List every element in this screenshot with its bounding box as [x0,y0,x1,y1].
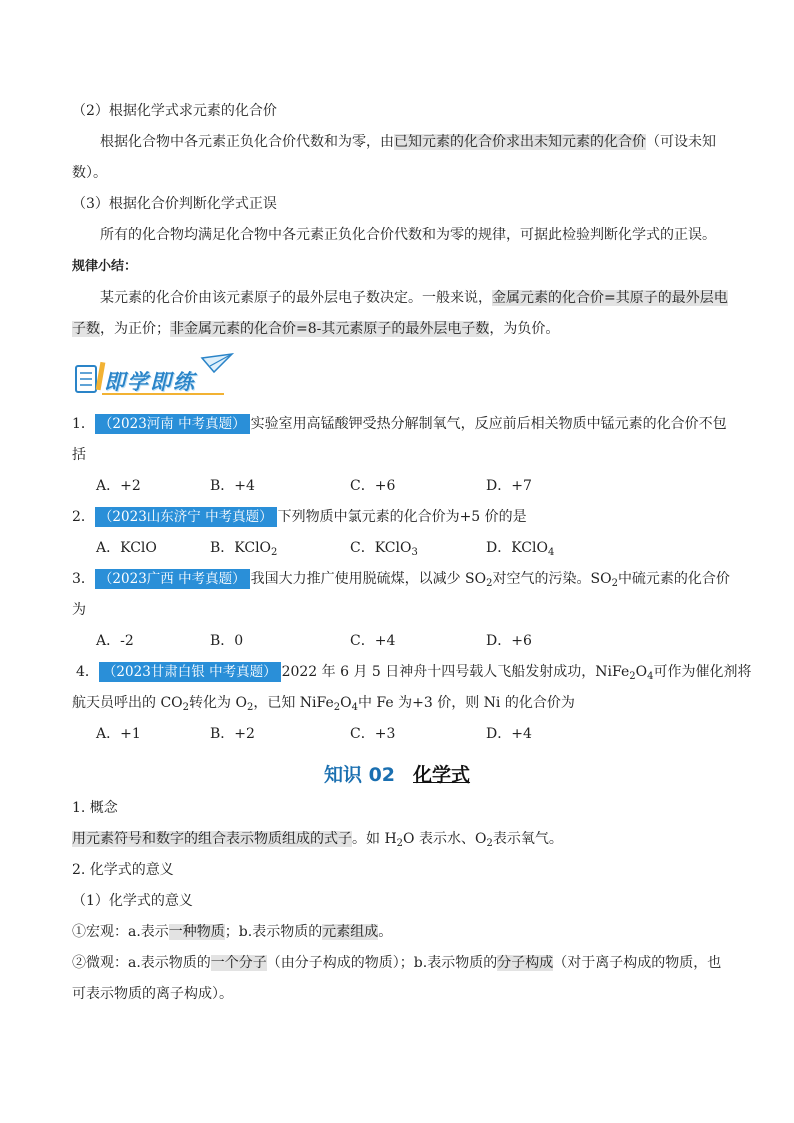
item3-body: 所有的化合物均满足化合物中各元素正负化合价代数和为零的规律，可据此检验判断化学式的正误。 [100,227,716,243]
option-d[interactable]: D．+7 [486,478,532,494]
question-source-tag: （2023广西 中考真题） [95,569,250,589]
practice-banner-title: 即学即练 [104,370,196,394]
question-2: 2． （2023山东济宁 中考真题） 下列物质中氯元素的化合价为+5 价的是 [72,509,527,525]
option-c[interactable]: C．+6 [350,478,396,494]
option-c[interactable]: C．+4 [350,633,396,649]
item2-body: 根据化合物中各元素正负化合价代数和为零，由已知元素的化合价求出未知元素的化合价（可设未知 [100,134,716,150]
item2-body-cont: 数）。 [72,165,107,181]
option-c[interactable]: C．+3 [350,726,396,742]
option-a[interactable]: A．KClO [96,540,157,556]
question-3-options [96,630,696,652]
question-3-cont: 为 [72,602,86,618]
option-a[interactable]: A．-2 [96,633,134,649]
question-4: 4． （2023甘肃白银 中考真题） 2022 年 6 月 5 日神舟十四号载人飞船发射成功，$NiFe_2O_4$可作为催化剂将 [76,664,752,682]
option-b[interactable]: B．0 [210,633,244,649]
question-1: 1． （2023河南 中考真题） 实验室用高锰酸钾受热分解制氧气，反应前后相关物质中锰元素的化合价不包 [72,416,727,432]
option-d[interactable]: D．+4 [486,726,532,742]
option-a[interactable]: A．+2 [96,478,141,494]
option-c[interactable]: C．KClO$_3$ [350,540,418,558]
question-2-options [96,537,696,559]
rule-line-2: 子数，为正价；非金属元素的化合价=8-其元素原子的最外层电子数，为负价。 [72,321,560,337]
question-1-options [96,475,696,497]
option-b[interactable]: B．KClO$_2$ [210,540,278,558]
option-d[interactable]: D．+6 [486,633,532,649]
notebook-pencil-icon [76,362,105,392]
question-source-tag: （2023河南 中考真题） [95,414,250,434]
knowledge-heading: 知识 02 化学式 [323,764,471,786]
item3-title: （3）根据化合价判断化学式正误 [72,196,277,212]
option-b[interactable]: B．+2 [210,726,255,742]
option-a[interactable]: A．+1 [96,726,141,742]
option-b[interactable]: B．+4 [210,478,255,494]
question-source-tag: （2023甘肃白银 中考真题） [99,662,281,682]
question-3: 3． （2023广西 中考真题） 我国大力推广使用脱硫煤，以减少 $SO_2$对空气的污染。$SO_2$中硫元素的化合价 [72,571,730,589]
knowledge-p3: 2. 化学式的意义 [72,862,174,878]
knowledge-p2: 用元素符号和数字的组合表示物质组成的式子。如 $H_2O$ 表示水、$O_2$表示氧气。 [72,831,563,849]
rule-line-1: 某元素的化合价由该元素原子的最外层电子数决定。一般来说，金属元素的化合价=其原子的最外层电 [100,290,728,306]
knowledge-p6: ②微观：a.表示物质的一个分子（由分子构成的物质）；b.表示物质的分子构成（对于离子构成的物质，也 [72,955,722,971]
rule-label: 规律小结： [72,259,138,274]
paper-plane-icon [202,354,232,372]
question-source-tag: （2023山东济宁 中考真题） [95,507,277,527]
option-d[interactable]: D．KClO$_4$ [486,540,555,558]
knowledge-p1: 1. 概念 [72,800,118,816]
knowledge-p7: 可表示物质的离子构成）。 [72,986,233,1002]
item2-title: （2）根据化学式求元素的化合价 [72,103,277,119]
knowledge-p5: ①宏观：a.表示一种物质；b.表示物质的元素组成。 [72,924,393,940]
knowledge-p4: （1）化学式的意义 [72,893,193,909]
question-4-options [96,723,696,745]
question-1-cont: 括 [72,447,86,463]
question-4-cont: 航天员呼出的 $CO_2$转化为 $O_2$，已知 $NiFe_2O_4$中 Fe 为+3 价，则 Ni 的化合价为 [72,695,575,713]
